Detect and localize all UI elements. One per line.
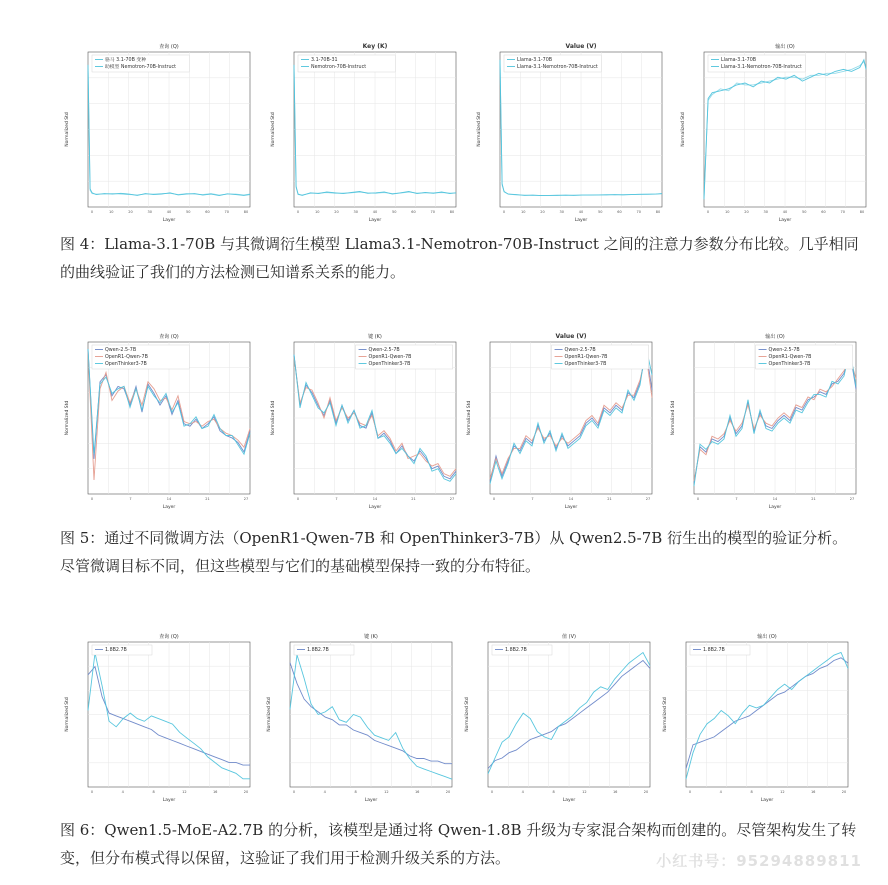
x-tick-label: 80 (859, 210, 865, 214)
x-tick-label: 30 (147, 210, 152, 214)
panel-title: 查询 (Q) (159, 634, 179, 640)
y-axis-label: Normalized Std (671, 400, 676, 436)
legend-label: Llama-3.1-70B (721, 58, 757, 63)
figure5-panel-q (58, 330, 256, 512)
x-tick-label: 0 (490, 790, 494, 794)
panel-title: 输出 (O) (765, 334, 785, 340)
legend-label: 骆马 3.1-70B 变种 (105, 58, 146, 63)
legend-label: OpenR1-Qwen-7B (564, 355, 608, 360)
figure5-panel-o (664, 330, 862, 512)
x-tick-label: 40 (782, 210, 788, 214)
x-tick-label: 4 (521, 790, 524, 794)
x-tick-label: 0 (492, 497, 496, 501)
legend-label: OpenR1-Qwen-7B (368, 355, 412, 360)
x-axis-label: Layer (364, 798, 378, 803)
panel-title: 查询 (Q) (159, 334, 179, 340)
x-tick-label: 0 (296, 497, 300, 501)
figure5-chart-o (664, 330, 862, 512)
x-tick-label: 27 (449, 497, 455, 501)
x-tick-label: 40 (578, 210, 584, 214)
figure4-panel-o (674, 40, 872, 225)
x-tick-label: 50 (392, 210, 397, 214)
figure5-caption: 图 5：通过不同微调方法（OpenR1-Qwen-7B 和 OpenThinker3-7B）从 Qwen2.5-7B 衍生出的模型的验证分析。尽管微调目标不同，但这些模型与它们的基础模型保持一致的分布特征。 (60, 529, 848, 575)
x-tick-label: 50 (186, 210, 191, 214)
x-tick-label: 8 (750, 790, 753, 794)
x-tick-label: 20 (643, 790, 649, 794)
x-tick-label: 0 (706, 210, 710, 214)
figure5-chart-k (264, 330, 462, 512)
x-tick-label: 7 (129, 497, 132, 501)
legend-label: OpenR1-Qwen-7B (768, 355, 812, 360)
x-tick-label: 10 (521, 210, 526, 214)
y-axis-label: Normalized Std (65, 400, 70, 436)
figure6-chart-k (260, 630, 458, 805)
legend-label: 1.8B2.7B (105, 648, 127, 653)
y-axis-label: Normalized Std (465, 697, 470, 732)
x-axis-label: Layer (162, 505, 176, 510)
x-axis-label: Layer (562, 798, 576, 803)
x-tick-label: 27 (243, 497, 249, 501)
x-tick-label: 0 (696, 497, 700, 501)
y-axis-label: Normalized Std (65, 112, 70, 147)
x-tick-label: 4 (323, 790, 326, 794)
x-tick-label: 0 (90, 210, 94, 214)
legend-label: OpenThinker3-7B (105, 362, 147, 367)
legend-label: OpenR1-Qwen-7B (105, 355, 148, 360)
y-axis-label: Normalized Std (271, 400, 276, 436)
x-tick-label: 14 (568, 497, 574, 501)
x-tick-label: 20 (445, 790, 451, 794)
figure4-chart-o (674, 40, 872, 225)
legend-label: Llama-3.1-Nemotron-70B-Instruct (721, 65, 802, 70)
figure4-panel-v (470, 40, 668, 225)
x-tick-label: 60 (205, 210, 210, 214)
watermark: 小红书号：95294889811 (656, 852, 862, 870)
x-tick-label: 8 (552, 790, 555, 794)
x-tick-label: 16 (612, 790, 618, 794)
panel-title: 键 (K) (368, 334, 382, 340)
y-axis-label: Normalized Std (65, 697, 70, 732)
x-tick-label: 0 (292, 790, 296, 794)
figure5-panel-k (264, 330, 462, 512)
x-tick-label: 16 (810, 790, 816, 794)
legend-label: Llama-3.1-Nemotron-70B-Instruct (517, 65, 598, 70)
legend-label: OpenThinker3-7B (768, 362, 811, 367)
x-tick-label: 70 (840, 210, 845, 214)
x-tick-label: 0 (90, 790, 94, 794)
x-tick-label: 20 (744, 210, 749, 214)
figure5-panel-v (460, 330, 658, 512)
x-tick-label: 10 (109, 210, 114, 214)
x-tick-label: 80 (243, 210, 249, 214)
x-tick-label: 70 (430, 210, 435, 214)
x-tick-label: 12 (780, 790, 785, 794)
y-axis-label: Normalized Std (271, 112, 276, 147)
x-tick-label: 4 (719, 790, 722, 794)
x-tick-label: 20 (334, 210, 339, 214)
x-axis-label: Layer (162, 218, 176, 223)
x-tick-label: 12 (384, 790, 389, 794)
panel-title: 值 (V) (562, 634, 576, 640)
x-tick-label: 30 (353, 210, 358, 214)
x-axis-label: Layer (574, 218, 588, 223)
x-axis-label: Layer (760, 798, 774, 803)
x-tick-label: 30 (559, 210, 564, 214)
legend-label: Qwen-2.5-7B (768, 348, 800, 353)
panel-title: 输出 (O) (775, 44, 795, 50)
x-tick-label: 21 (811, 497, 816, 501)
x-tick-label: 20 (841, 790, 847, 794)
figure6-chart-q (58, 630, 256, 805)
x-tick-label: 21 (607, 497, 612, 501)
x-tick-label: 8 (152, 790, 155, 794)
x-tick-label: 14 (372, 497, 378, 501)
figure6-panel-o (656, 630, 854, 805)
x-tick-label: 16 (212, 790, 218, 794)
panel-title: Value (V) (565, 43, 597, 50)
x-tick-label: 21 (205, 497, 210, 501)
figure4-panel-k (264, 40, 462, 225)
x-tick-label: 12 (182, 790, 187, 794)
x-tick-label: 0 (502, 210, 506, 214)
y-axis-label: Normalized Std (467, 400, 472, 436)
x-tick-label: 4 (121, 790, 124, 794)
figure6-caption: 图 6：Qwen1.5-MoE-A2.7B 的分析，该模型是通过将 Qwen-1.8B 升级为专家混合架构而创建的。尽管架构发生了转变，但分布模式得以保留，这验证了我们用于检测升级关系的方法。 (60, 821, 857, 867)
figure4-chart-v (470, 40, 668, 225)
panel-title: 输出 (O) (757, 634, 777, 640)
figure5-chart-q (58, 330, 256, 512)
legend-label: 1.8B2.7B (505, 648, 527, 653)
x-tick-label: 7 (531, 497, 534, 501)
x-tick-label: 40 (166, 210, 172, 214)
figure4-chart-q (58, 40, 256, 225)
x-tick-label: 60 (411, 210, 416, 214)
legend-label: OpenThinker3-7B (564, 362, 607, 367)
legend-label: Qwen-2.5-7B (105, 348, 137, 353)
figure6-panel-k (260, 630, 458, 805)
panel-title: Value (V) (555, 333, 587, 340)
x-tick-label: 7 (335, 497, 338, 501)
figure6-chart-v (458, 630, 656, 805)
y-axis-label: Normalized Std (663, 697, 668, 732)
x-tick-label: 80 (449, 210, 455, 214)
x-tick-label: 20 (243, 790, 249, 794)
y-axis-label: Normalized Std (477, 112, 482, 147)
x-tick-label: 7 (735, 497, 738, 501)
figure5-chart-v (460, 330, 658, 512)
figure6-chart-o (656, 630, 854, 805)
legend-label: Qwen-2.5-7B (564, 348, 596, 353)
y-axis-label: Normalized Std (681, 112, 686, 147)
figure6-panel-q (58, 630, 256, 805)
x-tick-label: 0 (90, 497, 94, 501)
x-tick-label: 70 (224, 210, 229, 214)
legend-label: 1.8B2.7B (703, 648, 725, 653)
x-axis-label: Layer (778, 218, 792, 223)
x-tick-label: 40 (372, 210, 378, 214)
figure6-panel-v (458, 630, 656, 805)
x-axis-label: Layer (564, 505, 578, 510)
x-tick-label: 27 (645, 497, 651, 501)
x-tick-label: 20 (128, 210, 133, 214)
x-tick-label: 14 (772, 497, 778, 501)
x-axis-label: Layer (368, 218, 382, 223)
x-tick-label: 60 (821, 210, 826, 214)
legend-label: Llama-3.1-70B (517, 58, 553, 63)
x-tick-label: 0 (688, 790, 692, 794)
x-tick-label: 12 (582, 790, 587, 794)
legend-label: 助模型 Nemotron-70B-Instruct (105, 65, 177, 70)
x-axis-label: Layer (768, 505, 782, 510)
panel-title: 键 (K) (364, 634, 378, 640)
x-tick-label: 10 (725, 210, 730, 214)
x-tick-label: 50 (802, 210, 807, 214)
x-tick-label: 8 (354, 790, 357, 794)
x-tick-label: 20 (540, 210, 545, 214)
panel-title: Key (K) (362, 43, 388, 50)
panel-title: 查询 (Q) (159, 44, 179, 50)
x-tick-label: 0 (296, 210, 300, 214)
x-axis-label: Layer (368, 505, 382, 510)
x-tick-label: 27 (849, 497, 855, 501)
x-tick-label: 50 (598, 210, 603, 214)
figure4-chart-k (264, 40, 462, 225)
x-tick-label: 70 (636, 210, 641, 214)
figure4-caption: 图 4：Llama-3.1-70B 与其微调衍生模型 Llama3.1-Nemotron-70B-Instruct 之间的注意力参数分布比较。几乎相同的曲线验证了我们的方法检测已知谱系关系的能力。 (60, 235, 859, 281)
x-tick-label: 60 (617, 210, 622, 214)
x-tick-label: 14 (166, 497, 172, 501)
legend-label: 3.1-70B-31 (311, 58, 338, 63)
y-axis-label: Normalized Std (267, 697, 272, 732)
x-axis-label: Layer (162, 798, 176, 803)
x-tick-label: 16 (414, 790, 420, 794)
legend-label: 1.8B2.7B (307, 648, 329, 653)
x-tick-label: 80 (655, 210, 661, 214)
x-tick-label: 21 (411, 497, 416, 501)
x-tick-label: 10 (315, 210, 320, 214)
figure4-panel-q (58, 40, 256, 225)
legend-label: Nemotron-70B-Instruct (311, 65, 367, 70)
legend-label: OpenThinker3-7B (368, 362, 411, 367)
legend-label: Qwen-2.5-7B (368, 348, 400, 353)
x-tick-label: 30 (763, 210, 768, 214)
